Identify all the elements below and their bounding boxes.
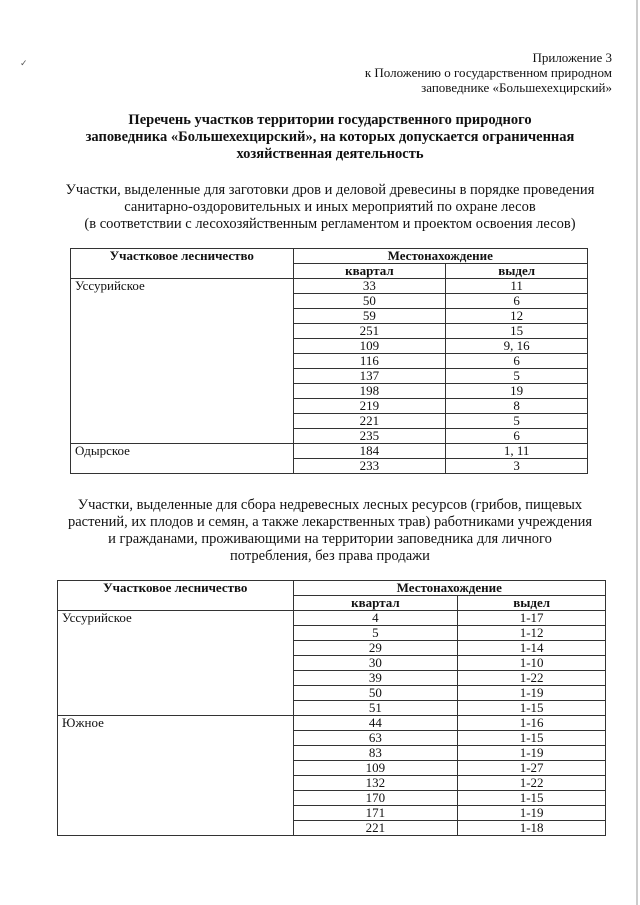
allotment-cell: 8 — [446, 399, 588, 414]
quarter-cell: 184 — [293, 444, 446, 459]
appendix-header — [365, 50, 612, 95]
heading-line: санитарно-оздоровительных и иных мероприятий по охране лесов — [124, 199, 536, 215]
section2-heading — [30, 497, 630, 565]
scan-edge — [636, 0, 638, 905]
heading-line: Участки, выделенные для сбора недревесных лесных ресурсов (грибов, пищевых — [77, 497, 583, 513]
quarter-cell: 251 — [293, 324, 446, 339]
quarter-cell: 221 — [293, 414, 446, 429]
allotment-cell: 1-14 — [458, 641, 606, 656]
table-row — [58, 611, 606, 626]
allotment-cell: 1-22 — [458, 671, 606, 686]
allotment-cell: 1-19 — [458, 806, 606, 821]
quarter-cell: 109 — [293, 761, 458, 776]
allotment-cell: 6 — [446, 429, 588, 444]
title-line: хозяйственная деятельность — [236, 146, 424, 162]
document-title — [40, 112, 620, 163]
quarter-cell: 137 — [293, 369, 446, 384]
table-non-timber — [57, 580, 606, 836]
quarter-cell: 51 — [293, 701, 458, 716]
quarter-cell: 132 — [293, 776, 458, 791]
quarter-cell: 83 — [293, 746, 458, 761]
heading-line: потребления, без права продажи — [230, 548, 430, 564]
quarter-cell: 233 — [293, 459, 446, 474]
allotment-cell: 1-10 — [458, 656, 606, 671]
appendix-number: Приложение 3 — [532, 50, 612, 65]
allotment-cell: 19 — [446, 384, 588, 399]
allotment-cell: 12 — [446, 309, 588, 324]
allotment-cell: 3 — [446, 459, 588, 474]
allotment-cell: 1-12 — [458, 626, 606, 641]
forestry-name: Южное — [58, 716, 294, 836]
forestry-name: Одырское — [71, 444, 294, 474]
quarter-cell: 219 — [293, 399, 446, 414]
allotment-cell: 6 — [446, 294, 588, 309]
heading-line: (в соответствии с лесохозяйственным регламентом и проектом освоения лесов) — [84, 216, 576, 232]
allotment-cell: 1-18 — [458, 821, 606, 836]
title-line: заповедника «Большехехцирский», на которых допускается ограниченная — [85, 129, 575, 145]
allotment-cell: 1-15 — [458, 701, 606, 716]
allotment-cell: 1-19 — [458, 686, 606, 701]
allotment-cell: 1-22 — [458, 776, 606, 791]
quarter-cell: 170 — [293, 791, 458, 806]
allotment-cell: 5 — [446, 369, 588, 384]
allotment-cell: 1-15 — [458, 731, 606, 746]
quarter-cell: 171 — [293, 806, 458, 821]
allotment-cell: 5 — [446, 414, 588, 429]
quarter-cell: 116 — [293, 354, 446, 369]
quarter-cell: 39 — [293, 671, 458, 686]
quarter-cell: 50 — [293, 294, 446, 309]
allotment-cell: 6 — [446, 354, 588, 369]
table-row — [71, 279, 588, 294]
quarter-cell: 59 — [293, 309, 446, 324]
quarter-cell: 50 — [293, 686, 458, 701]
scan-mark: ✓ — [20, 58, 28, 68]
allotment-cell: 11 — [446, 279, 588, 294]
heading-line: Участки, выделенные для заготовки дров и деловой древесины в порядке проведения — [65, 182, 595, 198]
allotment-cell: 1-19 — [458, 746, 606, 761]
table-firewood — [70, 248, 588, 474]
allotment-cell: 1, 11 — [446, 444, 588, 459]
header-location: Местонахождение — [293, 249, 587, 264]
header-location: Местонахождение — [293, 581, 605, 596]
heading-line: растений, их плодов и семян, а также лекарственных трав) работниками учреждения — [67, 514, 593, 530]
appendix-ref-1: к Положению о государственном природном — [364, 65, 612, 80]
quarter-cell: 44 — [293, 716, 458, 731]
title-line: Перечень участков территории государственного природного — [128, 112, 532, 128]
quarter-cell: 30 — [293, 656, 458, 671]
table-row — [71, 444, 588, 459]
quarter-cell: 221 — [293, 821, 458, 836]
quarter-cell: 29 — [293, 641, 458, 656]
header-forestry: Участковое лесничество — [58, 581, 294, 611]
header-allotment: выдел — [458, 596, 606, 611]
header-allotment: выдел — [446, 264, 588, 279]
quarter-cell: 235 — [293, 429, 446, 444]
header-forestry: Участковое лесничество — [71, 249, 294, 279]
allotment-cell: 1-27 — [458, 761, 606, 776]
quarter-cell: 4 — [293, 611, 458, 626]
section1-heading — [30, 182, 630, 233]
allotment-cell: 1-15 — [458, 791, 606, 806]
allotment-cell: 15 — [446, 324, 588, 339]
header-quarter: квартал — [293, 264, 446, 279]
header-quarter: квартал — [293, 596, 458, 611]
table-row — [58, 716, 606, 731]
quarter-cell: 109 — [293, 339, 446, 354]
quarter-cell: 5 — [293, 626, 458, 641]
quarter-cell: 198 — [293, 384, 446, 399]
heading-line: и гражданами, проживающими на территории заповедника для личного — [108, 531, 552, 547]
allotment-cell: 1-17 — [458, 611, 606, 626]
forestry-name: Уссурийское — [58, 611, 294, 716]
forestry-name: Уссурийское — [71, 279, 294, 444]
allotment-cell: 9, 16 — [446, 339, 588, 354]
quarter-cell: 33 — [293, 279, 446, 294]
appendix-ref-2: заповеднике «Большехехцирский» — [421, 80, 612, 95]
allotment-cell: 1-16 — [458, 716, 606, 731]
quarter-cell: 63 — [293, 731, 458, 746]
